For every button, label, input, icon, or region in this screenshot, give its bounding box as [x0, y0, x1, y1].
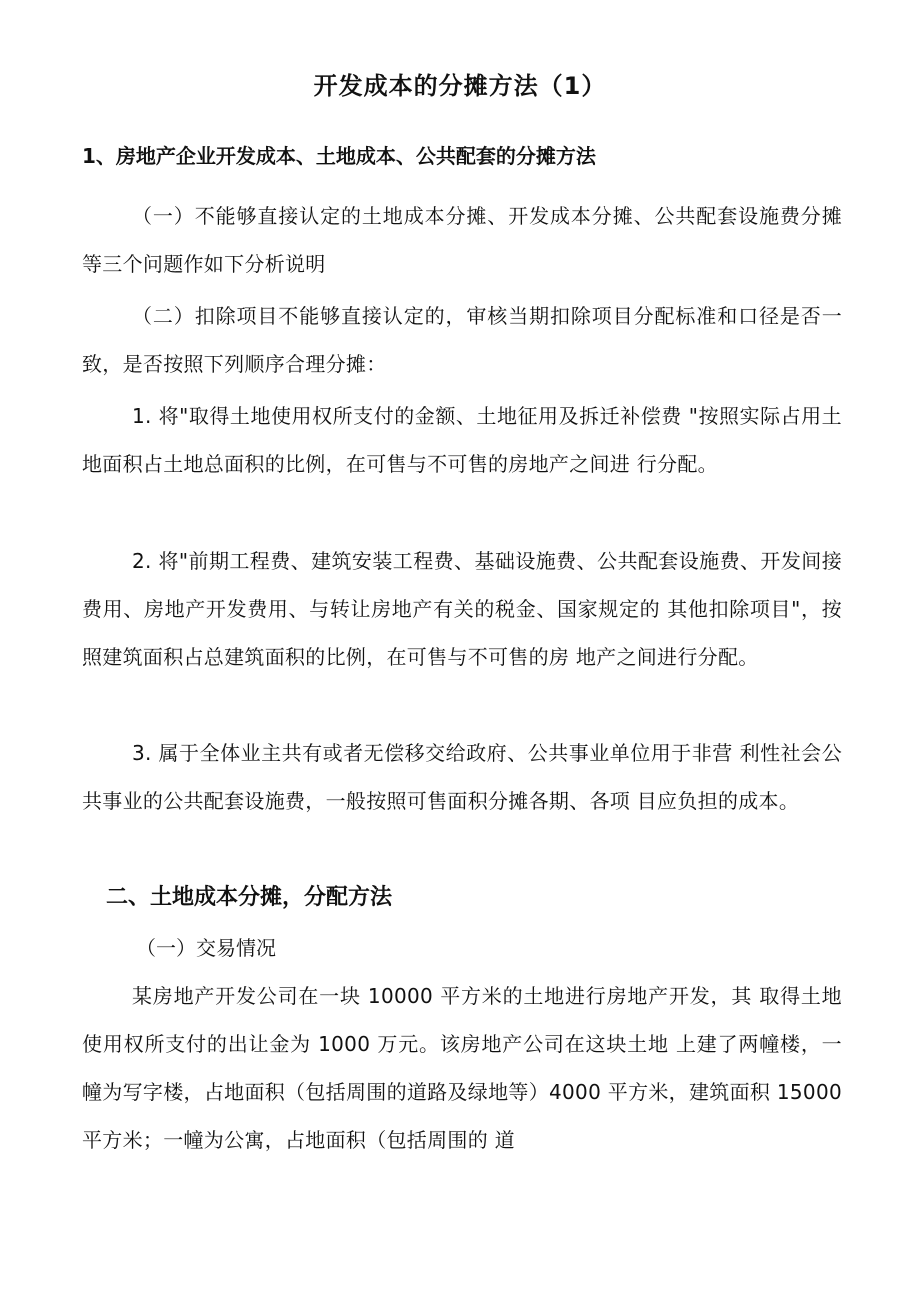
section-heading-1: 1、房地产企业开发成本、土地成本、公共配套的分摊方法	[82, 144, 596, 168]
subsection-heading: （一）交易情况	[136, 936, 276, 960]
paragraph-5: 3. 属于全体业主共有或者无偿移交给政府、公共事业单位用于非营 利性社会公共事业的公共配套设施费，一般按照可售面积分摊各期、各项 目应负担的成本。	[82, 741, 842, 813]
page-title: 开发成本的分摊方法（1）	[313, 72, 607, 100]
paragraph-6: 某房地产开发公司在一块 10000 平方米的土地进行房地产开发，其 取得土地使用权所支付的出让金为 1000 万元。该房地产公司在这块土地 上建了两幢楼，一幢为写字楼，占地面积（包括周围的道路及绿地等）4000 平方米，建筑面积 15000 平方米；一幢为公寓，占地面积（包括周围的 道	[82, 984, 842, 1152]
paragraph-3: 1. 将"取得土地使用权所支付的金额、土地征用及拆迁补偿费 "按照实际占用土地面积占土地总面积的比例，在可售与不可售的房地产之间进 行分配。	[82, 404, 842, 476]
paragraph-4: 2. 将"前期工程费、建筑安装工程费、基础设施费、公共配套设施费、开发间接费用、房地产开发费用、与转让房地产有关的税金、国家规定的 其他扣除项目"，按照建筑面积占总建筑面积的比例，在可售与不可售的房 地产之间进行分配。	[82, 549, 842, 669]
section-heading-2: 二、土地成本分摊，分配方法	[106, 885, 393, 910]
paragraph-1: （一）不能够直接认定的土地成本分摊、开发成本分摊、公共配套设施费分摊等三个问题作如下分析说明	[82, 204, 842, 276]
paragraph-2: （二）扣除项目不能够直接认定的，审核当期扣除项目分配标准和口径是否一致，是否按照下列顺序合理分摊：	[82, 304, 842, 376]
